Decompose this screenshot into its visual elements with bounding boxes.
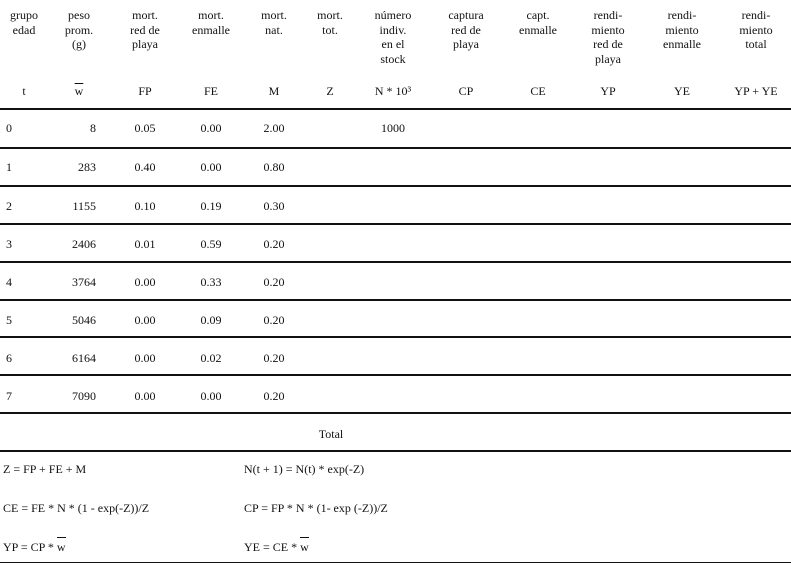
column-symbol-fp: FP xyxy=(138,84,152,98)
column-header-t: grupo edad xyxy=(10,8,38,37)
row-rule xyxy=(0,147,791,149)
formula-cp: CP = FP * N * (1- exp (-Z))/Z xyxy=(244,501,388,515)
cell-t: 1 xyxy=(6,160,12,174)
column-header-fe: mort. enmalle xyxy=(192,8,230,37)
cell-fp: 0.05 xyxy=(134,121,156,135)
cell-fe: 0.33 xyxy=(200,275,222,289)
formula-ye xyxy=(244,540,309,554)
column-symbol-z: Z xyxy=(326,84,334,98)
w-bar-symbol: w xyxy=(56,540,66,554)
cell-m: 0.20 xyxy=(263,237,285,251)
column-symbol-n: N * 10³ xyxy=(374,84,412,98)
column-symbol-y: YP + YE xyxy=(734,84,778,98)
cell-t: 2 xyxy=(6,199,12,213)
cell-fe: 0.00 xyxy=(200,121,222,135)
formula-ce: CE = FE * N * (1 - exp(-Z))/Z xyxy=(3,501,150,515)
cell-fe: 0.02 xyxy=(200,351,222,365)
formula-ye-text: YE = CE * xyxy=(244,540,301,554)
w-bar-symbol: w xyxy=(300,540,309,554)
cell-fe: 0.59 xyxy=(200,237,222,251)
formula-n-next: N(t + 1) = N(t) * exp(-Z) xyxy=(244,462,365,476)
cell-t: 3 xyxy=(6,237,12,251)
cell-fp: 0.40 xyxy=(134,160,156,174)
cell-m: 0.20 xyxy=(263,351,285,365)
cell-m: 0.20 xyxy=(263,275,285,289)
cell-fp: 0.10 xyxy=(134,199,156,213)
cell-t: 6 xyxy=(6,351,12,365)
cell-fe: 0.00 xyxy=(200,389,222,403)
formula-z: Z = FP + FE + M xyxy=(3,462,87,476)
cell-fp: 0.00 xyxy=(134,351,156,365)
cell-t: 4 xyxy=(6,275,12,289)
cell-fp: 0.00 xyxy=(134,389,156,403)
row-rule xyxy=(0,299,791,301)
row-rule xyxy=(0,336,791,338)
cell-w: 283 xyxy=(78,160,96,174)
cell-t: 0 xyxy=(6,121,12,135)
cell-m: 0.20 xyxy=(263,313,285,327)
column-header-z: mort. tot. xyxy=(317,8,343,37)
row-rule xyxy=(0,185,791,187)
row-rule xyxy=(0,261,791,263)
column-symbol-cp: CP xyxy=(458,84,474,98)
column-header-fp: mort. red de playa xyxy=(130,8,160,51)
cell-w: 2406 xyxy=(72,237,96,251)
row-rule xyxy=(0,412,791,414)
formula-yp xyxy=(3,540,66,554)
row-rule xyxy=(0,223,791,225)
cell-m: 0.80 xyxy=(263,160,285,174)
bottom-rule xyxy=(0,562,791,563)
cell-n: 1000 xyxy=(381,121,405,135)
column-symbol-ce: CE xyxy=(530,84,546,98)
column-symbol-m: M xyxy=(268,84,280,98)
formula-yp-text: YP = CP * xyxy=(3,540,57,554)
cell-fe: 0.09 xyxy=(200,313,222,327)
column-header-ce: capt. enmalle xyxy=(519,8,557,37)
cell-fe: 0.00 xyxy=(200,160,222,174)
cell-t: 5 xyxy=(6,313,12,327)
column-header-w: peso prom. (g) xyxy=(64,8,94,51)
column-header-m: mort. nat. xyxy=(261,8,287,37)
row-rule xyxy=(0,374,791,376)
column-header-cp: captura red de playa xyxy=(448,8,484,51)
column-header-yp: rendi- miento red de playa xyxy=(591,8,625,66)
cell-w: 8 xyxy=(90,121,96,135)
column-header-y: rendi- miento total xyxy=(739,8,773,51)
cell-t: 7 xyxy=(6,389,12,403)
column-header-n: número indiv. en el stock xyxy=(374,8,412,66)
cell-fp: 0.01 xyxy=(134,237,156,251)
cell-w: 6164 xyxy=(72,351,96,365)
column-header-ye: rendi- miento enmalle xyxy=(663,8,701,51)
column-symbol-fe: FE xyxy=(203,84,218,98)
cell-m: 2.00 xyxy=(263,121,285,135)
cell-m: 0.30 xyxy=(263,199,285,213)
cell-m: 0.20 xyxy=(263,389,285,403)
cell-w: 1155 xyxy=(72,199,96,213)
cell-w: 5046 xyxy=(72,313,96,327)
cell-w: 3764 xyxy=(72,275,96,289)
total-rule xyxy=(0,450,791,452)
header-rule xyxy=(0,108,791,110)
column-symbol-ye: YE xyxy=(674,84,690,98)
cell-fp: 0.00 xyxy=(134,313,156,327)
cell-fp: 0.00 xyxy=(134,275,156,289)
total-label: Total xyxy=(318,427,344,441)
column-symbol-w: $\overline{w}$ xyxy=(74,84,84,98)
column-symbol-yp: YP xyxy=(600,84,616,98)
cell-fe: 0.19 xyxy=(200,199,222,213)
column-symbol-t: t xyxy=(22,84,26,98)
cell-w: 7090 xyxy=(72,389,96,403)
